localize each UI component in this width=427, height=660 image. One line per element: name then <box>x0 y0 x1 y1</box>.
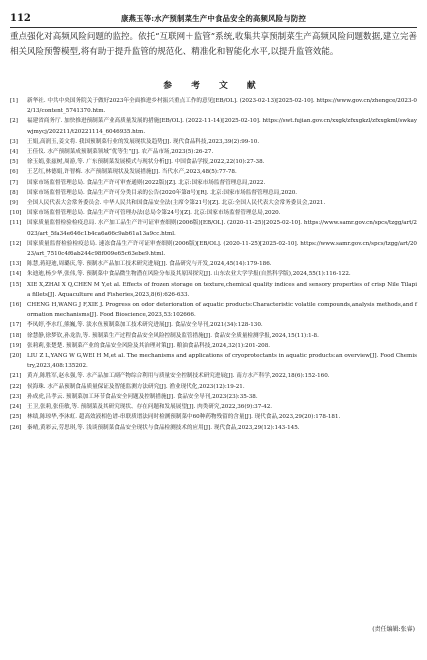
reference-text: CHENG H,WANG J F,XIE J. Progress on odor deterioration of aquatic products:Characteristic volatile compounds,analysis methods,and formation mechanisms[J]. Food Bioscience,2023,53:102666. <box>27 302 417 319</box>
reference-item <box>10 188 417 198</box>
reference-item <box>10 300 417 320</box>
reference-number: [2] <box>10 118 18 125</box>
reference-item <box>10 341 417 351</box>
reference-item <box>10 423 417 433</box>
intro-paragraph: 重点强化对高频风险问题的监控。依托“互联网＋监管”系统,收集共享预制菜生产高频风险问题数据,建立完善相关风险预警模型,将有助于提升监管的规范化、精准化和智能化水平,以提升监管效能。 <box>10 32 417 57</box>
reference-number: [26] <box>10 424 22 431</box>
reference-item <box>10 157 417 167</box>
reference-number: [7] <box>10 179 18 186</box>
reference-number: [14] <box>10 271 22 278</box>
reference-text: 国家质量监督检验检疫总局. 速冻食品生产许可证审查细则(2006版)[EB/OL]. (2020-11-25)[2025-02-10]. https://www.samr.gov.cn/spcs/tzgg/art/2023/art_7510c4f6ab244c98f009e65c63ebe9.html. <box>27 240 417 258</box>
reference-number: [5] <box>10 159 18 166</box>
reference-number: [1] <box>10 98 18 104</box>
reference-text: 王艺红,林德娟,许智梅. 水产预制菜现状及发展措施[J]. 当代水产,2023,48(5):77-78. <box>27 169 237 176</box>
reference-text: 王佳仪. 水产预制菜成预制菜领域“优等生”[J]. 农产品市场,2023(5):26-27. <box>27 149 214 156</box>
reference-number: [23] <box>10 393 22 400</box>
reference-text: 黄卉,陈胜军,赵永强,等. 水产品加工副产物综合利用与质量安全控制技术研究进展[J]. 南方水产科学,2022,18(6):152-160. <box>27 373 330 380</box>
reference-number: [21] <box>10 373 22 380</box>
reference-text: 林绩,陈琼华,李沐虹. 超高效液相色谱-串联质谱法同时检测预制菜中60种药物残留的含量[J]. 现代食品,2023,29(20):178-181. <box>27 414 341 421</box>
reference-item <box>10 371 417 381</box>
reference-number: [12] <box>10 240 22 247</box>
reference-item <box>10 412 417 422</box>
reference-item <box>10 392 417 402</box>
page-header <box>10 8 417 28</box>
reference-text: 全国人民代表大会常务委员会. 中华人民共和国食品安全法(主席令第21号)[Z]. 北京:全国人民代表大会常务委员会,2021. <box>27 200 326 207</box>
reference-number: [3] <box>10 138 18 145</box>
reference-text: 孙成虎,吕孝云. 预制菜加工环节食品安全问题及控制措施[J]. 食品安全导刊,2023(23):35-38. <box>27 393 258 400</box>
references-heading: 参 考 文 献 <box>163 81 264 91</box>
reference-item <box>10 178 417 188</box>
reference-number: [9] <box>10 200 18 207</box>
reference-text: 李凤婷,李水红,熊巍,等. 淡水鱼预制菜加工技术研究进展[J]. 食品安全导刊,2021(34):128-130. <box>27 322 263 329</box>
reference-text: 徐玉娟,张兹树,周游,等. 广东预制菜发展模式与现状分析[J]. 中国食品学报,2022,22(10):27-38. <box>27 159 265 166</box>
reference-number: [20] <box>10 353 22 360</box>
reference-number: [19] <box>10 342 22 349</box>
reference-text: 朱迪迪,杨少华,张伟,等. 预制菜中食品微生物潜在风险分布及其原因探究[J]. 山东农业大学学报(自然科学版),2024,55(1):116-122. <box>27 271 351 278</box>
reference-text: 国家市场监督管理总局. 食品生产许可审查通则(2022版)[Z]. 北京:国家市场监督管理总局,2022. <box>27 179 266 186</box>
reference-text: 王卫,张莉,张佳敏,等. 预制菜及其研究现状、存在问题和发展展望[J]. 肉类研究,2022,36(9):37-42. <box>27 404 273 411</box>
reference-item <box>10 218 417 238</box>
reference-number: [16] <box>10 302 22 309</box>
reference-text: LIU Z L,YANG W G,WEI H M,et al. The mechanisms and applications of cryoprotectants in aquatic products:an overview[J]. Food Chemistry,2023,408:135202. <box>27 353 417 370</box>
reference-number: [8] <box>10 189 18 196</box>
reference-item <box>10 259 417 269</box>
reference-text: 徐慧静,徐梦钦,孙龙浩,等. 预制菜生产过程食品安全风险控制及监管措施[J]. 食品安全质量检测学报,2024,15(11):1-8. <box>27 332 319 339</box>
reference-number: [18] <box>10 332 22 339</box>
reference-number: [15] <box>10 281 22 288</box>
reference-number: [25] <box>10 414 22 421</box>
reference-text: 秦晴,黄彩云,劳思琪,等. 浅谈预制菜食品安全现状与食品检测技术的应用[J]. 现代食品,2023,29(12):143-145. <box>27 424 300 431</box>
reference-number: [24] <box>10 404 22 411</box>
reference-item <box>10 331 417 341</box>
reference-text: 张莉莉,张楚楚. 预制菜产业的食品安全风险及其治理对策[J]. 粮油食品科技,2024,32(1):201-208. <box>27 342 271 349</box>
reference-number: [4] <box>10 149 18 156</box>
reference-number: [22] <box>10 383 22 390</box>
running-title: 康燕玉等:水产预制菜生产中食品安全的高频风险与防控 <box>120 14 307 23</box>
reference-item <box>10 116 417 136</box>
reference-text: 新华社. 中共中央国务院关于做好2023年全面推进乡村振兴重点工作的意见[EB/OL]. (2023-02-13)[2025-02-10]. https://www.gov.cn/zhengce/2023-02/13/content_5741370.htm. <box>27 98 417 115</box>
reference-number: [10] <box>10 210 22 217</box>
editor-note: (责任编辑:张睿) <box>372 626 415 633</box>
reference-text: 国家市场监督管理总局. 食品生产许可分类目录的公告(2020年第8号)[R]. 北京:国家市场监督管理总局,2020. <box>27 189 298 196</box>
reference-text: 王娟,高润玉,姜文将. 我国预制菜行业的发展现状及趋势[J]. 现代食品科技,2023,39(2):99-10. <box>27 138 260 145</box>
reference-item <box>10 280 417 300</box>
reference-item <box>10 269 417 279</box>
reference-text: 侯海珠. 水产品预制食品质量保证及智能监测方法研究[J]. 渔业现代化,2023(12):19-21. <box>27 383 245 390</box>
reference-item <box>10 239 417 259</box>
reference-text: 国家质量监督检验检疫总局. 水产加工品生产许可证审查细则(2006版)[EB/OL]. (2020-11-25)[2025-02-10]. https://www.samr.gov.cn/spcs/tzgg/art/2023/art_5fa34e646c1b4ca6a66c9ab61a13a9cc.html. <box>27 220 417 237</box>
reference-item <box>10 382 417 392</box>
reference-item <box>10 208 417 218</box>
reference-text: XIE X,ZHAI X Q,CHEN M Y,et al. Effects of frozen storage on texture,chemical quality indices and sensory properties of crisp Nile Tilapia fillets[J]. Aquaculture and Fisheries,2023,8(6):626-633. <box>27 281 417 298</box>
reference-text: 国家市场监督管理总局. 食品生产许可管理办法(总局令第24号)[Z]. 北京:国家市场监督管理总局,2020. <box>27 210 281 217</box>
reference-number: [6] <box>10 169 18 176</box>
reference-text: 陈慧,蒋迎迪,周璐庆,等. 预制水产品加工技术研究进展[J]. 食品研究与开发,2024,45(14):179-186. <box>27 261 272 268</box>
reference-number: [17] <box>10 322 22 329</box>
reference-item <box>10 167 417 177</box>
page-number: 112 <box>10 13 31 24</box>
reference-item <box>10 147 417 157</box>
reference-text: 福建省商务厅. 加快推进预制菜产业高质量发展的措施[EB/OL]. (2022-11-14)[2025-02-10]. https://swt.fujian.gov.cn/xxgk/zfxxgkzl/zfxxgkml/swkaywjmycj/202211/t20221114_6046935.htm. <box>27 118 417 135</box>
reference-list <box>10 96 417 433</box>
reference-item <box>10 96 417 116</box>
reference-number: [13] <box>10 261 22 268</box>
reference-item <box>10 198 417 208</box>
reference-item <box>10 402 417 412</box>
reference-item <box>10 320 417 330</box>
reference-item <box>10 351 417 371</box>
reference-number: [11] <box>10 220 22 227</box>
reference-item <box>10 137 417 147</box>
